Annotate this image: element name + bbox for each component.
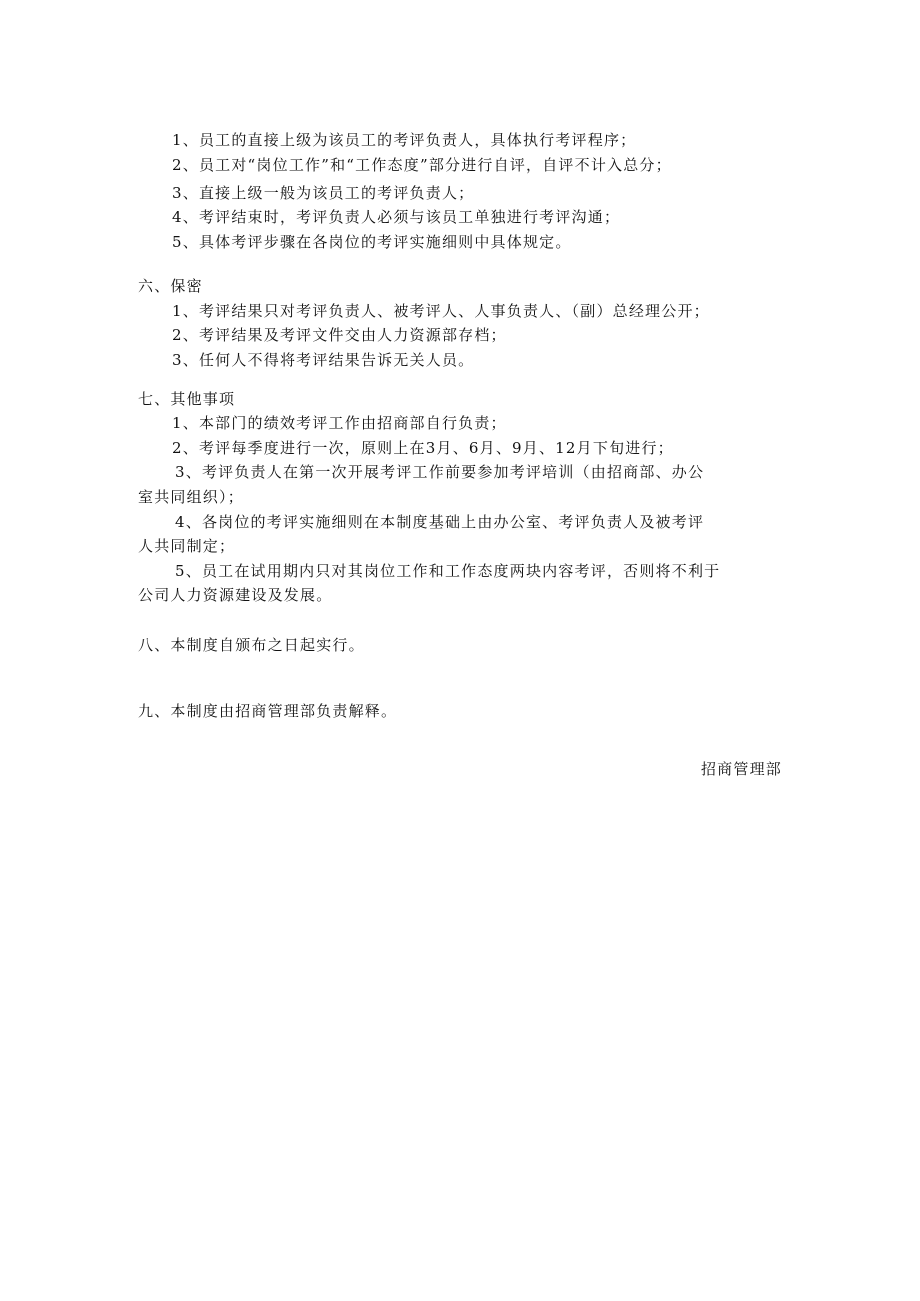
- section6-item-3: 3、任何人不得将考评结果告诉无关人员。: [172, 351, 475, 369]
- section7-item-5-line-2: 公司人力资源建设及发展。: [138, 586, 333, 604]
- section8-text: 八、本制度自颁布之日起实行。: [138, 636, 365, 654]
- section6-item-2: 2、考评结果及考评文件交由人力资源部存档；: [172, 326, 507, 344]
- section7-item-1: 1、本部门的绩效考评工作由招商部自行负责；: [172, 414, 507, 432]
- section5-item-5: 5、具体考评步骤在各岗位的考评实施细则中具体规定。: [172, 233, 572, 251]
- section7-item-4-line-1: 4、各岗位的考评实施细则在本制度基础上由办公室、考评负责人及被考评: [175, 513, 705, 531]
- section5-item-2: 2、员工对“岗位工作”和“工作态度”部分进行自评，自评不计入总分；: [172, 156, 672, 174]
- section9-text: 九、本制度由招商管理部负责解释。: [138, 702, 398, 720]
- section7-item-4-line-2: 人共同制定；: [138, 537, 236, 555]
- section6-item-1: 1、考评结果只对考评负责人、被考评人、人事负责人、（副）总经理公开；: [172, 302, 710, 320]
- department-signature: 招商管理部: [700, 760, 782, 778]
- section7-heading: 七、其他事项: [138, 390, 236, 408]
- section5-item-3: 3、直接上级一般为该员工的考评负责人；: [172, 184, 475, 202]
- section7-item-2: 2、考评每季度进行一次，原则上在3月、6月、9月、12月下旬进行；: [172, 439, 674, 457]
- section6-heading: 六、保密: [138, 277, 203, 295]
- section7-item-3-line-2: 室共同组织）；: [138, 488, 244, 506]
- section5-item-4: 4、考评结束时，考评负责人必须与该员工单独进行考评沟通；: [172, 208, 621, 226]
- section5-item-1: 1、员工的直接上级为该员工的考评负责人，具体执行考评程序；: [172, 131, 637, 149]
- section7-item-3-line-1: 3、考评负责人在第一次开展考评工作前要参加考评培训（由招商部、办公: [175, 463, 705, 481]
- section7-item-5-line-1: 5、员工在试用期内只对其岗位工作和工作态度两块内容考评，否则将不利于: [175, 562, 721, 580]
